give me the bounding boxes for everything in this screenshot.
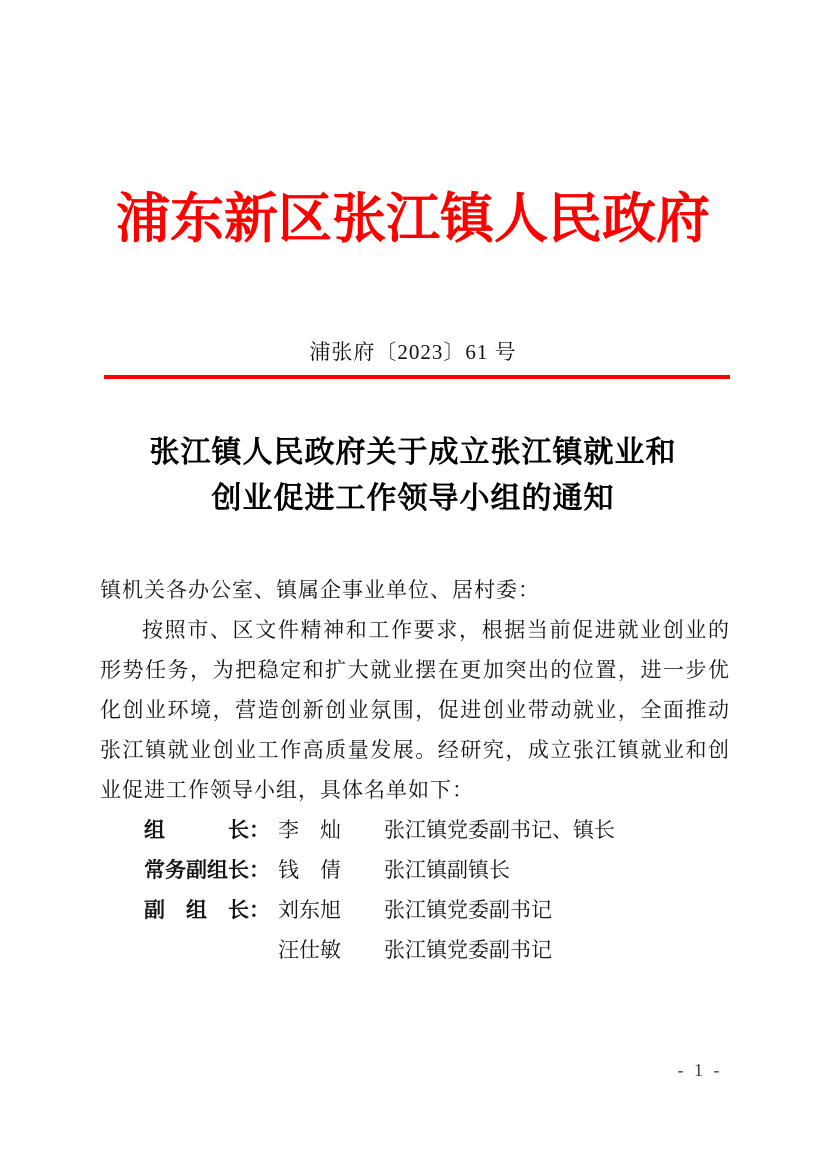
notice-title-line-1: 张江镇人民政府关于成立张江镇就业和	[149, 436, 677, 469]
roster-row-deputy-1	[100, 890, 730, 930]
roster-label: 常务副组长：	[144, 858, 270, 882]
page-number: - 1 -	[677, 1060, 723, 1080]
notice-title-line-2: 创业促进工作领导小组的通知	[211, 482, 615, 515]
roster-name: 李 灿	[278, 818, 341, 842]
roster-title: 张江镇党委副书记	[384, 898, 552, 922]
roster-name: 刘东旭	[278, 898, 341, 922]
roster-title: 张江镇副镇长	[384, 858, 510, 882]
salutation-line: 镇机关各办公室、镇属企事业单位、居村委：	[100, 578, 540, 602]
roster-label	[144, 930, 278, 970]
roster-row-exec-deputy	[100, 850, 730, 890]
roster-row-leader	[100, 810, 730, 850]
roster-row-deputy-2	[100, 930, 730, 970]
masthead-title: 浦东新区张江镇人民政府	[116, 189, 710, 249]
body-paragraph: 按照市、区文件精神和工作要求，根据当前促进就业创业的形势任务，为把稳定和扩大就业摆在更加突出的位置，进一步优化创业环境，营造创新创业氛围，促进创业带动就业，全面推动张江镇就业创业工作高质量发展。经研究，成立张江镇就业和创业促进工作领导小组，具体名单如下：	[100, 618, 730, 802]
document-number: 浦张府〔2023〕61 号	[309, 340, 517, 364]
roster-name: 汪仕敏	[278, 938, 341, 962]
document-body	[100, 570, 730, 970]
roster-name: 钱 倩	[278, 858, 341, 882]
roster-label: 组 长：	[144, 818, 270, 842]
roster-label: 副 组 长：	[144, 898, 270, 922]
red-separator-rule	[104, 375, 730, 379]
leadership-roster	[100, 810, 730, 970]
roster-title: 张江镇党委副书记	[384, 938, 552, 962]
notice-title	[60, 430, 766, 522]
roster-title: 张江镇党委副书记、镇长	[384, 818, 615, 842]
